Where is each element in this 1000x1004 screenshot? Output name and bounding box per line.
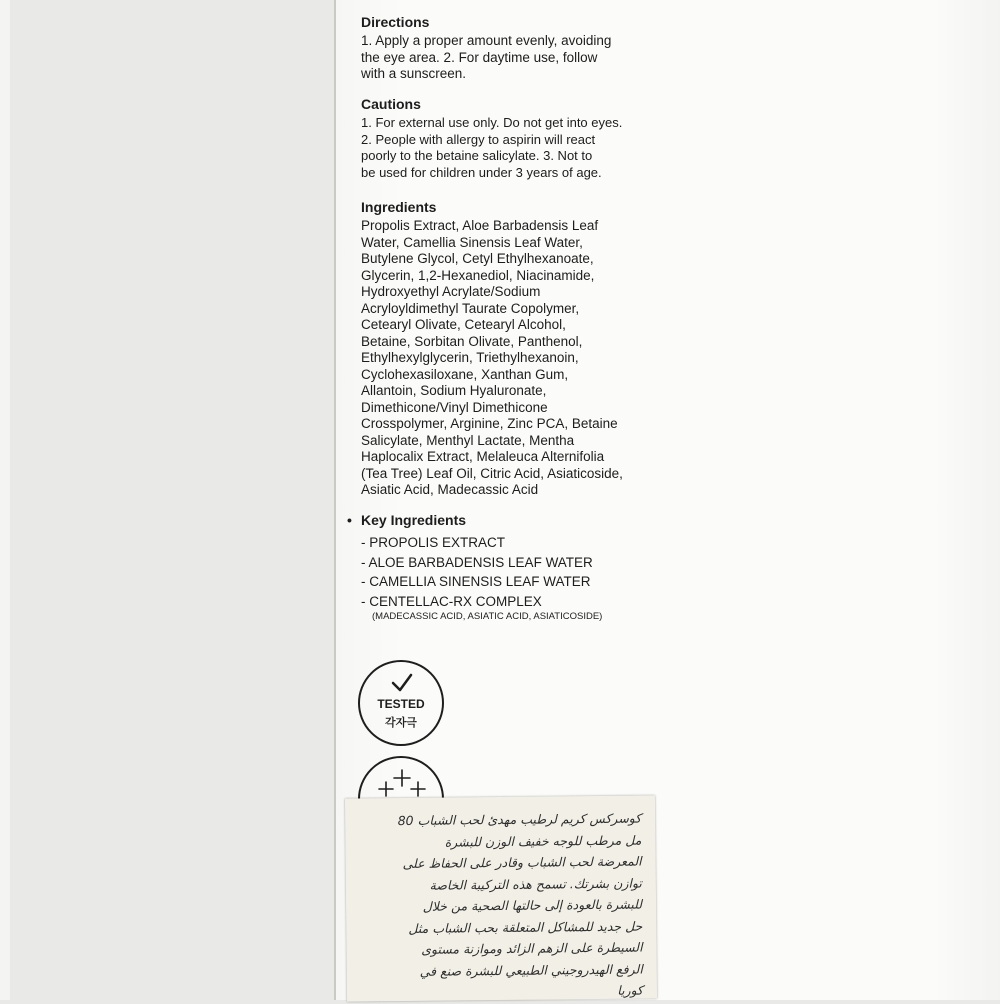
key-ingredients-section bbox=[347, 512, 687, 633]
key-ingredients-list bbox=[347, 533, 687, 611]
bullet-dot: • bbox=[347, 512, 352, 528]
cautions-text: 1. For external use only. Do not get into eyes. 2. People with allergy to aspirin will react poorly to the betaine salicylate. 3. Not to be used for children under 3 years of age. bbox=[361, 115, 623, 180]
arabic-label-sticker bbox=[345, 795, 657, 1001]
complex-note: (MADECASSIC ACID, ASIATIC ACID, ASIATICOSIDE) bbox=[372, 611, 603, 622]
key-ingredient-item: - CENTELLAC-RX COMPLEX bbox=[361, 593, 542, 609]
directions-text: 1. Apply a proper amount evenly, avoiding the eye area. 2. For daytime use, follow with a sunscreen. bbox=[361, 33, 612, 81]
ingredients-title: Ingredients bbox=[361, 199, 437, 215]
ingredients-text: Propolis Extract, Aloe Barbadensis Leaf Water, Camellia Sinensis Leaf Water, Butylene Glycol, Cetyl Ethylhexanoate, Glycerin, 1,2-Hexanediol, Niacinamide, Hydroxyethyl Acrylate/Sodium Acryloyldimethyl Taurate Copolymer, Cetearyl Olivate, Cetearyl Alcohol, Betaine, Sorbitan Olivate, Panthenol, Ethylhexylglycerin, Triethylhexanoin, Cyclohexasiloxane, Xanthan Gum, Allantoin, Sodium Hyaluronate, Dimethicone/Vinyl Dimethicone Crosspolymer, Arginine, Zinc PCA, Betaine Salicylate, Menthyl Lactate, Mentha Haplocalix Extract, Melaleuca Alternifolia (Tea Tree) Leaf Oil, Citric Acid, Asiaticoside, Asiatic Acid, Madecassic Acid bbox=[361, 218, 623, 497]
directions-section bbox=[361, 14, 681, 83]
key-ingredients-heading bbox=[347, 512, 687, 529]
ingredients-section bbox=[361, 199, 681, 499]
cautions-title: Cautions bbox=[361, 96, 421, 112]
sparkle-icon bbox=[372, 766, 432, 802]
cautions-section bbox=[361, 96, 681, 181]
tested-badge bbox=[358, 660, 444, 746]
key-ingredients-title: Key Ingredients bbox=[361, 512, 467, 528]
tested-korean-label: 각자극 bbox=[385, 717, 417, 729]
directions-title: Directions bbox=[361, 14, 430, 30]
sticker-text: كوسركس كريم لرطيب مهدئ لحب الشباب 80 مل مرطب للوجه خفيف الوزن للبشرة المعرضة لحب الشباب وقادر على الحفاظ على توازن بشرتك. تسمح هذه التركيبة الخاصة للبشرة بالعودة إلى حالتها الصحية من خلال حل جديد للمشاكل المتعلقة بحب الشباب مثل السيطرة على الزهم الزائد وموازنة مستوى الرفع الهيدروجيني الطبيعي للبشرة صنع في كوريا bbox=[397, 810, 644, 998]
key-ingredient-item: - ALOE BARBADENSIS LEAF WATER bbox=[361, 554, 593, 570]
key-ingredient-item: - CAMELLIA SINENSIS LEAF WATER bbox=[361, 574, 591, 589]
check-icon bbox=[390, 672, 414, 694]
tested-label: TESTED bbox=[377, 697, 425, 711]
key-ingredient-item: - PROPOLIS EXTRACT bbox=[361, 535, 506, 550]
background-edge bbox=[0, 0, 10, 1000]
